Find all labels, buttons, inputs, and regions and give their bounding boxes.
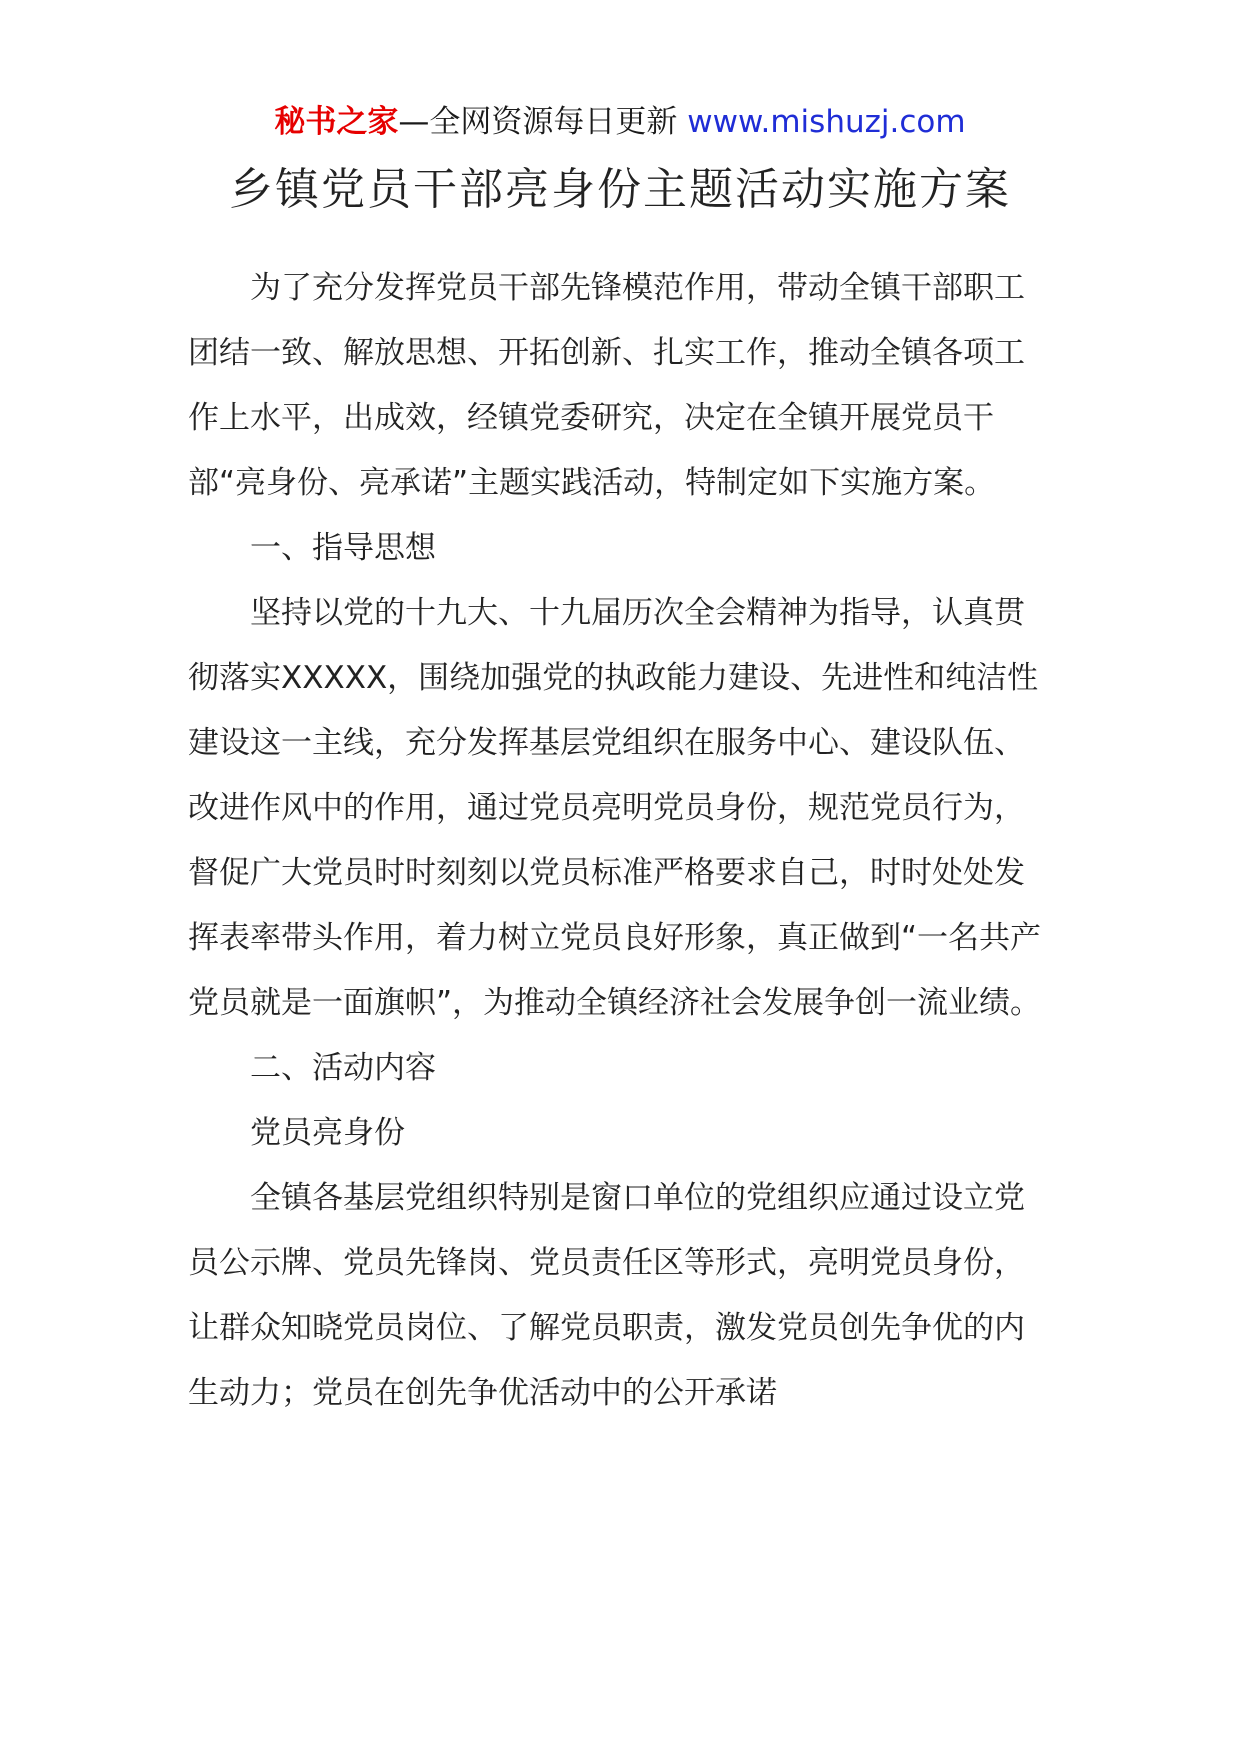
document-body — [188, 256, 1048, 1426]
section-heading-guiding-ideology: 一、指导思想 — [250, 530, 436, 566]
section-heading-activity-content: 二、活动内容 — [250, 1050, 436, 1086]
document-title: 乡镇党员干部亮身份主题活动实施方案 — [229, 164, 1011, 215]
site-header — [0, 100, 1240, 144]
show-identity-paragraph: 全镇各基层党组织特别是窗口单位的党组织应通过设立党员公示牌、党员先锋岗、党员责任区等形式，亮明党员身份，让群众知晓党员岗位、了解党员职责，激发党员创先争优的内生动力；党员在创先争优活动中的公开承诺 — [188, 1180, 1025, 1411]
site-brand: 秘书之家 — [274, 104, 399, 140]
site-tagline: —全网资源每日更新 — [398, 104, 678, 140]
guiding-ideology-paragraph: 坚持以党的十九大、十九届历次全会精神为指导，认真贯彻落实XXXXX，围绕加强党的执政能力建设、先进性和纯洁性建设这一主线，充分发挥基层党组织在服务中心、建设队伍、改进作风中的作用，通过党员亮明党员身份，规范党员行为，督促广大党员时时刻刻以党员标准严格要求自己，时时处处发挥表率带头作用，着力树立党员良好形象，真正做到“一名共产党员就是一面旗帜”，为推动全镇经济社会发展争创一流业绩。 — [188, 595, 1042, 1021]
intro-paragraph: 为了充分发挥党员干部先锋模范作用，带动全镇干部职工团结一致、解放思想、开拓创新、扎实工作，推动全镇各项工作上水平，出成效，经镇党委研究，决定在全镇开展党员干部“亮身份、亮承诺”主题实践活动，特制定如下实施方案。 — [188, 270, 1025, 501]
subsection-heading-show-identity: 党员亮身份 — [250, 1115, 405, 1151]
site-url-link[interactable]: www.mishuzj.com — [687, 104, 966, 140]
